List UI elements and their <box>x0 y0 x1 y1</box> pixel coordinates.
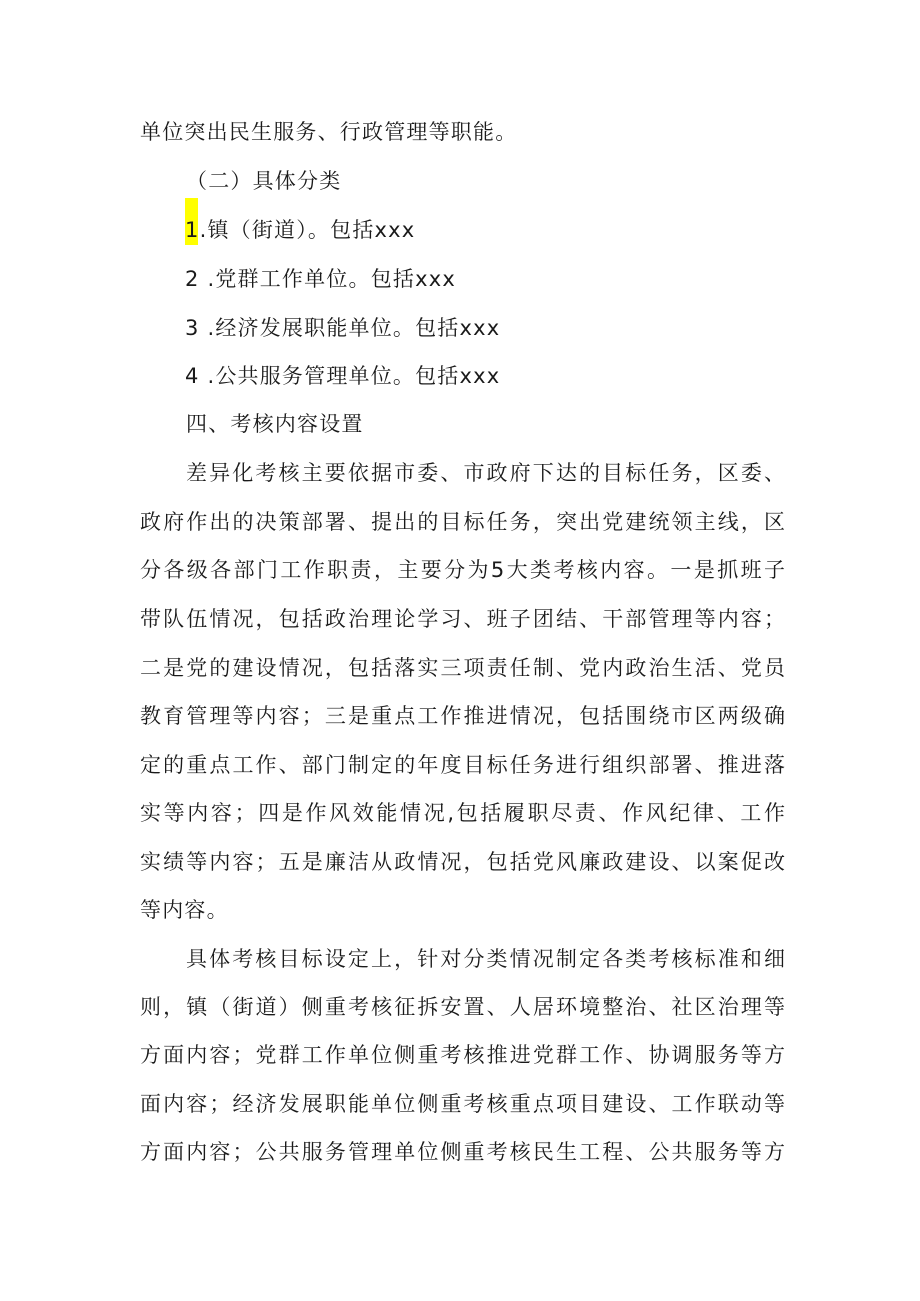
list-item <box>185 362 500 390</box>
list-item-number: 2 <box>185 267 200 291</box>
list-item-number: 4 <box>185 364 200 388</box>
list-item <box>185 216 415 244</box>
paragraph-line: 则，镇（街道）侧重考核征拆安置、人居环境整治、社区治理等 <box>140 995 785 1019</box>
paragraph-line: 二是党的建设情况，包括落实三项责任制、党内政治生活、党员 <box>140 656 785 680</box>
paragraph-line: 具体考核目标设定上，针对分类情况制定各类考核标准和细 <box>186 947 785 971</box>
text-line: 单位突出民生服务、行政管理等职能。 <box>140 120 518 144</box>
list-item <box>185 314 500 342</box>
paragraph-line: 分各级各部门工作职责，主要分为5大类考核内容。一是抓班子 <box>140 558 785 582</box>
list-item <box>185 265 456 293</box>
paragraph-line: 方面内容；党群工作单位侧重考核推进党群工作、协调服务等方 <box>140 1043 785 1067</box>
paragraph-line: 定的重点工作、部门制定的年度目标任务进行组织部署、推进落 <box>140 753 785 777</box>
paragraph-line: 实等内容；四是作风效能情况,包括履职尽责、作风纪律、工作 <box>140 801 785 825</box>
paragraph-line: 等内容。 <box>140 898 229 922</box>
list-item-text: .经济发展职能单位。包括xxx <box>199 316 501 340</box>
list-item-text: .公共服务管理单位。包括xxx <box>199 364 501 388</box>
paragraph-line: 带队伍情况，包括政治理论学习、班子团结、干部管理等内容； <box>140 607 785 631</box>
paragraph-line: 教育管理等内容；三是重点工作推进情况，包括围绕市区两级确 <box>140 704 785 728</box>
section-heading: 四、考核内容设置 <box>186 412 364 436</box>
paragraph-line: 差异化考核主要依据市委、市政府下达的目标任务，区委、 <box>186 461 785 485</box>
list-item-text: .镇（街道）。包括xxx <box>199 218 416 242</box>
list-item-text: .党群工作单位。包括xxx <box>199 267 456 291</box>
paragraph-line: 政府作出的决策部署、提出的目标任务，突出党建统领主线，区 <box>140 510 785 534</box>
paragraph-line: 方面内容；公共服务管理单位侧重考核民生工程、公共服务等方 <box>140 1140 785 1164</box>
list-item-number: 1 <box>185 218 200 242</box>
list-item-number: 3 <box>185 316 200 340</box>
paragraph-line: 实绩等内容；五是廉洁从政情况，包括党风廉政建设、以案促改 <box>140 850 785 874</box>
paragraph-line: 面内容；经济发展职能单位侧重考核重点项目建设、工作联动等 <box>140 1092 785 1116</box>
section-heading: （二）具体分类 <box>186 169 342 193</box>
